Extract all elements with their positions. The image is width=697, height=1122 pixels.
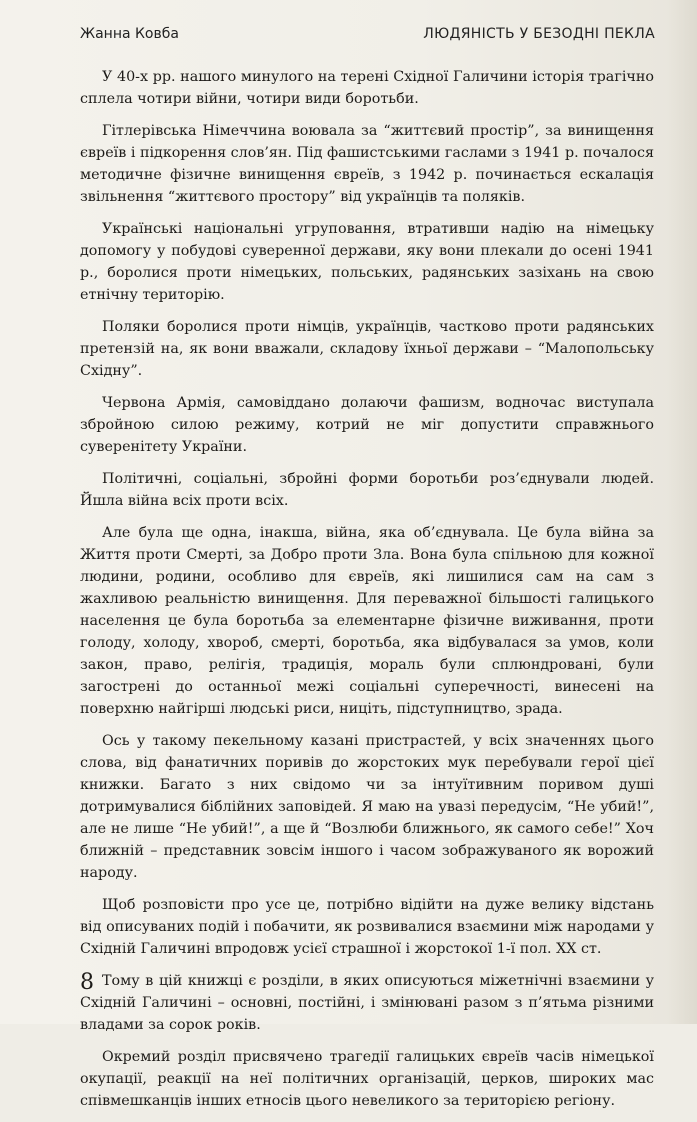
- paragraph: Тому в цій книжці є розділи, в яких описуються міжетнічні взаємини у Східній Галичині – основні, постійні, і змінювані разом з п’ятьма різними владами за сорок років.: [80, 973, 654, 1033]
- paragraph: Ось у такому пекельному казані пристрастей, у всіх значеннях цього слова, від фанатичних поривів до жорстоких мук перебували герої цієї книжки. Багато з них свідомо чи за інтуїтивним поривом душі дотримувалися біблійних заповідей. Я маю на увазі передусім, “Не убий!”, але не лише “Не убий!”, а ще й “Возлюби ближнього, як самого себе!” Хоч ближній – представник зовсім іншого і часом зображуваного як ворожий народу.: [80, 733, 654, 881]
- paragraph: Поляки боролися проти німців, українців, частково проти радянських претензій на, як вони вважали, складову їхньої держави – “Малопольську Східну”.: [80, 319, 654, 379]
- running-header: [80, 26, 655, 46]
- paragraph: Окремий розділ присвячено трагедії галицьких євреїв часів німецької окупації, реакції на неї політичних організацій, церков, широких мас співмешканців інших етносів цього невеликого за територією регіону.: [80, 1049, 654, 1109]
- paragraph: Червона Армія, самовіддано долаючи фашизм, водночас виступала збройною силою режиму, котрий не міг допустити справжнього суверенітету України.: [80, 395, 654, 455]
- page-edge-shadow: [667, 0, 697, 1024]
- header-title: ЛЮДЯНІСТЬ У БЕЗОДНІ ПЕКЛА: [423, 26, 655, 42]
- paragraph: У 40-х рр. нашого минулого на терені Східної Галичини історія трагічно сплела чотири війни, чотири види боротьби.: [80, 69, 654, 107]
- page-body: [80, 66, 654, 1122]
- paragraph: Українські національні угруповання, втративши надію на німецьку допомогу у побудові суверенної держави, яку вони плекали до осені 1941 р., боролися проти німецьких, польських, радянських зазіхань на свою етнічну територію.: [80, 221, 654, 303]
- paragraph: Гітлерівська Німеччина воювала за “життєвий простір”, за винищення євреїв і підкорення слов’ян. Під фашистськими гаслами з 1941 р. почалося методичне фізичне винищення євреїв, з 1942 р. починається ескалація звільнення “життєвого простору” від українців та поляків.: [80, 123, 655, 205]
- paragraph: Але була ще одна, інакша, війна, яка об’єднувала. Це була війна за Життя проти Смерті, за Добро проти Зла. Вона була спільною для кожної людини, родини, особливо для євреїв, які лишилися сам на сам з жахливою реальністю винищення. Для переважної більшості галицького населення це була боротьба за елементарне фізичне виживання, проти голоду, холоду, хвороб, смерті, боротьба, яка відбувалася за умов, коли закон, право, релігія, традиція, мораль були сплюндровані, були загострені до останньої межі соціальні суперечності, винесені на поверхню найгірші людські риси, ниціть, підступництво, зрада.: [80, 525, 654, 717]
- paragraph: Щоб розповісти про усе це, потрібно відійти на дуже велику відстань від описуваних подій і побачити, як розвивалися взаємини між народами у Східній Галичині впродовж усієї страшної і жорстокої 1-ї пол. XX ст.: [80, 897, 654, 957]
- header-author: Жанна Ковба: [80, 26, 179, 42]
- page-number: 8: [80, 970, 94, 995]
- paragraph: Політичні, соціальні, збройні форми боротьби роз’єднували людей. Йшла війна всіх проти всіх.: [80, 471, 654, 509]
